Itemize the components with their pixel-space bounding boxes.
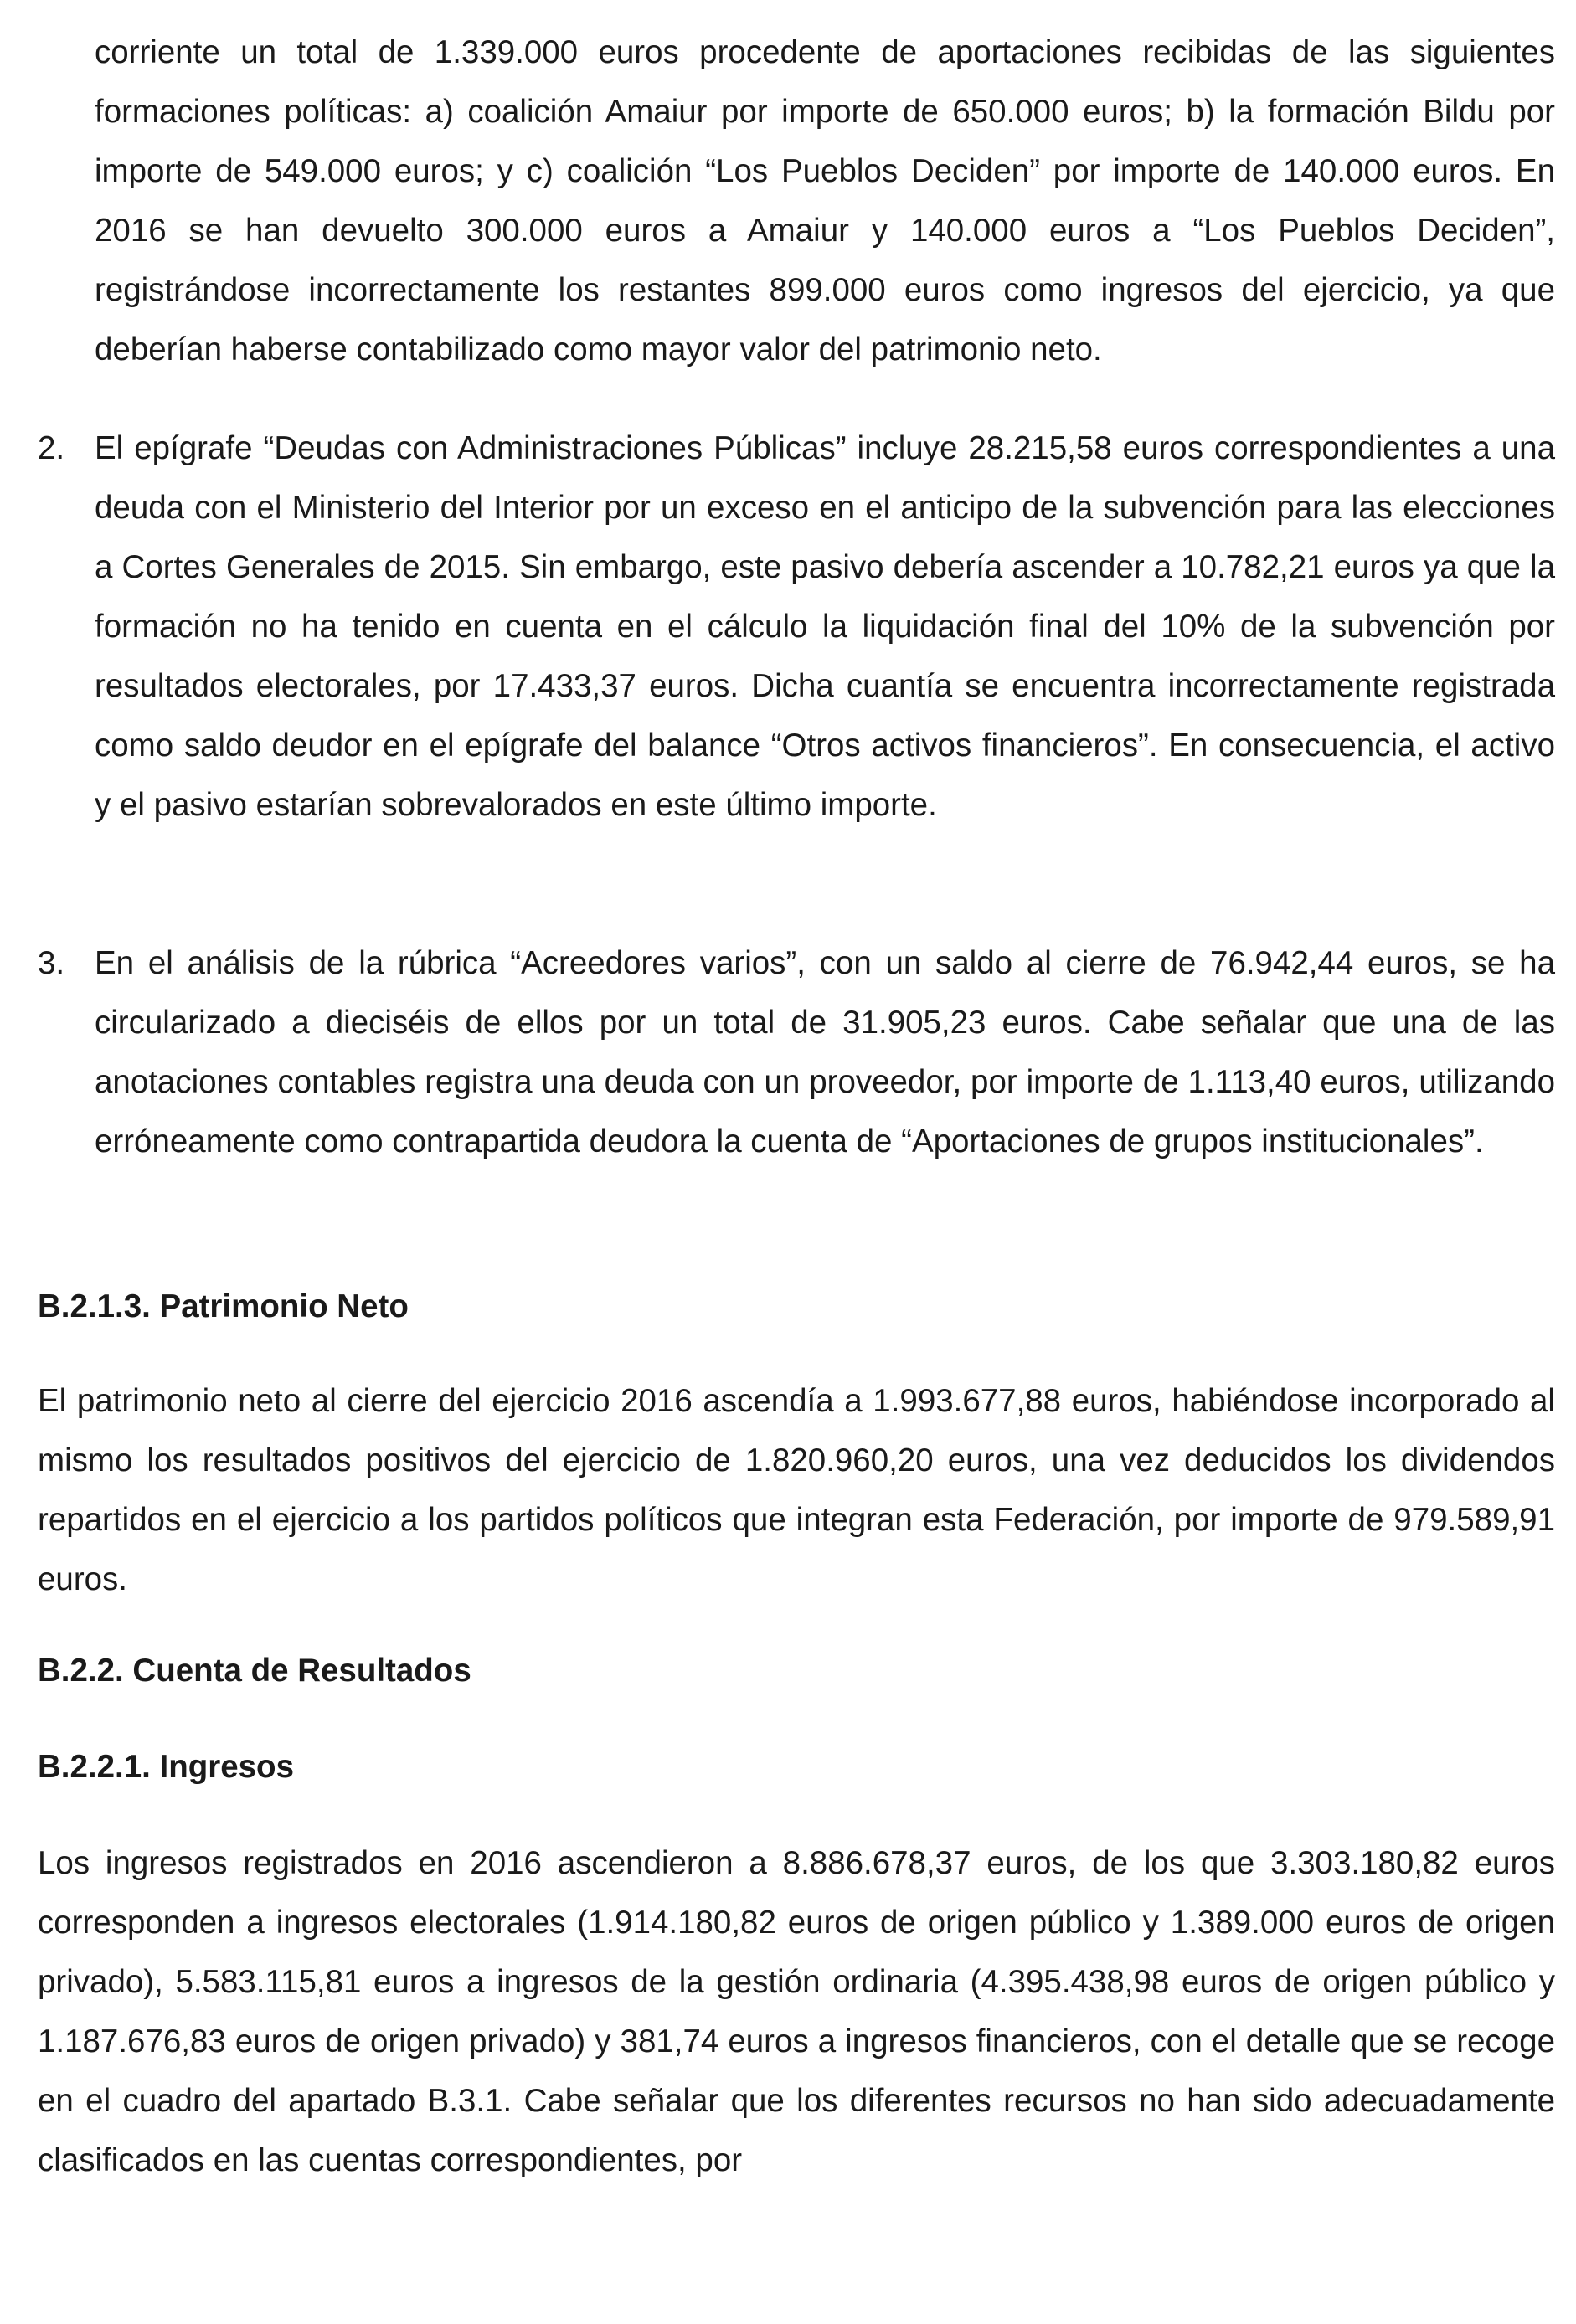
list-item-text: El epígrafe “Deudas con Administraciones Públicas” incluye 28.215,58 euros correspondientes a una deuda con el Ministerio del Interior por un exceso en el anticipo de la subvención para las elecciones a Cortes Generales de 2015. Sin embargo, este pasivo debería ascender a 10.782,21 euros ya que la formación no ha tenido en cuenta en el cálculo la liquidación final del 10% de la subvención por resultados electorales, por 17.433,37 euros. Dicha cuantía se encuentra incorrectamente registrada como saldo deudor en el epígrafe del balance “Otros activos financieros”. En consecuencia, el activo y el pasivo estarían sobrevalorados en este último importe. [95, 430, 1555, 823]
paragraph-patrimonio-neto: El patrimonio neto al cierre del ejercicio 2016 ascendía a 1.993.677,88 euros, habiéndose incorporado al mismo los resultados positivos del ejercicio de 1.820.960,20 euros, una vez deducidos los dividendos repartidos en el ejercicio a los partidos políticos que integran esta Federación, por importe de 979.589,91 euros. [38, 1383, 1555, 1597]
list-item-number: 2. [38, 430, 65, 466]
list-item-1-continuation: corriente un total de 1.339.000 euros procedente de aportaciones recibidas de las siguientes formaciones políticas: a) coalición Amaiur por importe de 650.000 euros; b) la formación Bildu por importe de 549.000 euros; y c) coalición “Los Pueblos Deciden” por importe de 140.000 euros. En 2016 se han devuelto 300.000 euros a Amaiur y 140.000 euros a “Los Pueblos Deciden”, registrándose incorrectamente los restantes 899.000 euros como ingresos del ejercicio, ya que deberían haberse contabilizado como mayor valor del patrimonio neto. [95, 34, 1555, 368]
paragraph-ingresos: Los ingresos registrados en 2016 ascendieron a 8.886.678,37 euros, de los que 3.303.180,82 euros corresponden a ingresos electorales (1.914.180,82 euros de origen público y 1.389.000 euros de origen privado), 5.583.115,81 euros a ingresos de la gestión ordinaria (4.395.438,98 euros de origen público y 1.187.676,83 euros de origen privado) y 381,74 euros a ingresos financieros, con el detalle que se recoge en el cuadro del apartado B.3.1. Cabe señalar que los diferentes recursos no han sido adecuadamente clasificados en las cuentas correspondientes, por [38, 1845, 1555, 2178]
section-heading-patrimonio-neto: B.2.1.3. Patrimonio Neto [38, 1288, 409, 1324]
section-heading-ingresos: B.2.2.1. Ingresos [38, 1749, 294, 1785]
list-item-number: 3. [38, 945, 65, 981]
list-item [38, 933, 1555, 1235]
section-heading-cuenta-de-resultados: B.2.2. Cuenta de Resultados [38, 1653, 471, 1689]
list-item [38, 419, 1555, 887]
list-item-text: En el análisis de la rúbrica “Acreedores varios”, con un saldo al cierre de 76.942,44 euros, se ha circularizado a dieciséis de ellos por un total de 31.905,23 euros. Cabe señalar que una de las anotaciones contables registra una deuda con un proveedor, por importe de 1.113,40 euros, utilizando erróneamente como contrapartida deudora la cuenta de “Aportaciones de grupos institucionales”. [95, 945, 1555, 1159]
